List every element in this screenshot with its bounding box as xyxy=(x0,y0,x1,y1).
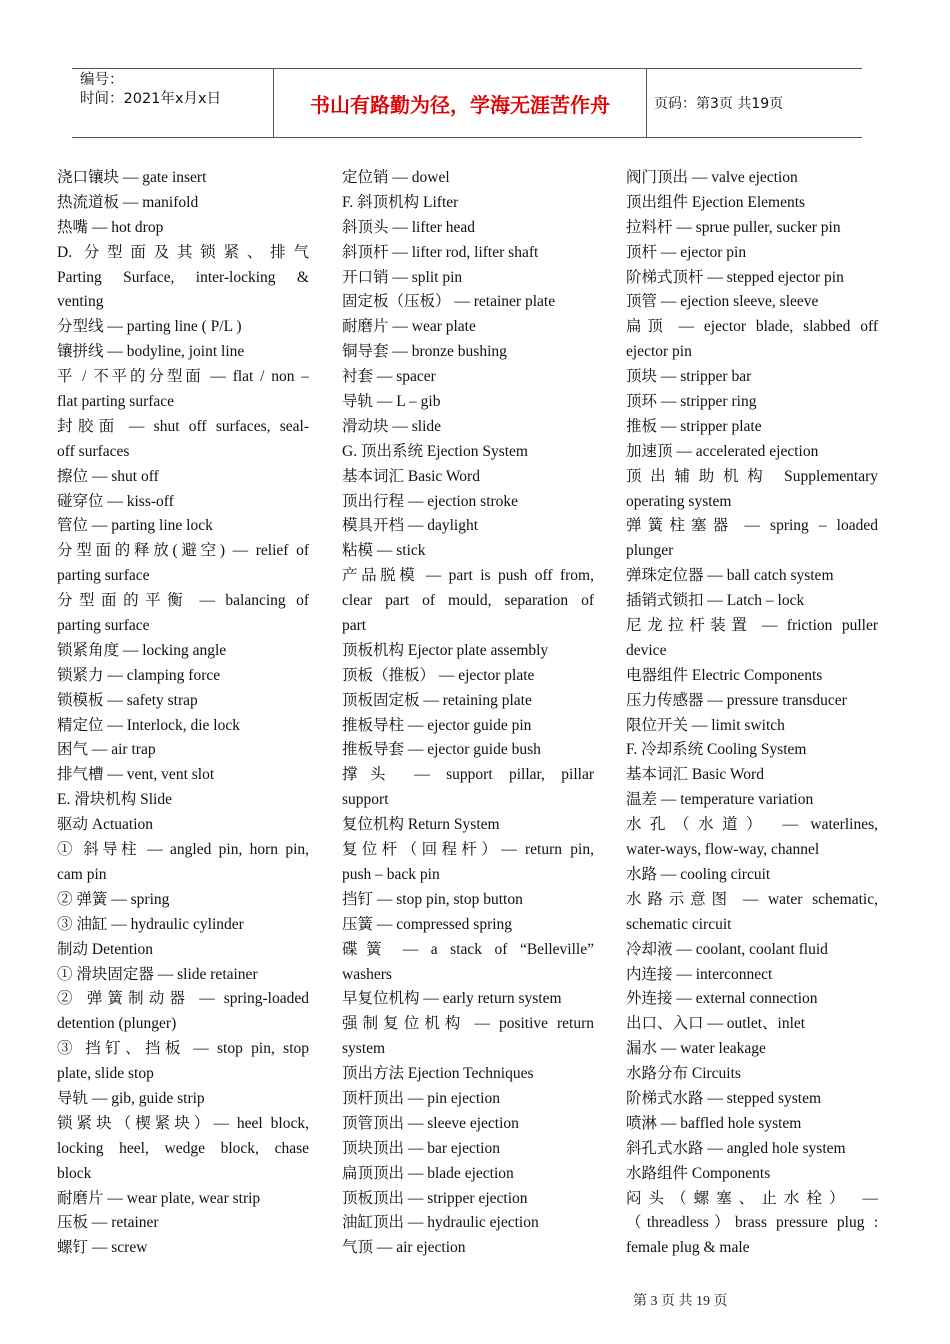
glossary-line: 擦位 — shut off xyxy=(57,467,159,485)
glossary-line: ① 斜导柱 — angled pin, horn pin, xyxy=(57,841,309,859)
glossary-line: clear part of mould, separation of xyxy=(342,592,594,610)
glossary-line: 顶出方法 Ejection Techniques xyxy=(342,1065,534,1083)
glossary-column-1 xyxy=(57,166,309,1261)
glossary-line: 顶板顶出 — stripper ejection xyxy=(342,1189,528,1207)
glossary-line: 水路示意图 — water schematic, xyxy=(626,890,878,908)
glossary-line: 分型面的释放(避空) — relief of xyxy=(57,542,309,560)
glossary-line: 温差 — temperature variation xyxy=(626,791,814,809)
number-label: 编号： xyxy=(80,72,124,88)
glossary-line: 阶梯式顶杆 — stepped ejector pin xyxy=(626,268,844,286)
glossary-line: F. 斜顶机构 Lifter xyxy=(342,193,459,211)
glossary-line: 弹珠定位器 — ball catch system xyxy=(626,567,834,585)
glossary-line: 斜孔式水路 — angled hole system xyxy=(626,1139,846,1157)
glossary-line: 顶杆顶出 — pin ejection xyxy=(342,1089,500,1107)
glossary-line: ① 滑块固定器 — slide retainer xyxy=(57,965,258,983)
glossary-line: 顶出行程 — ejection stroke xyxy=(342,492,519,510)
glossary-line: 产品脱模 — part is push off from, xyxy=(342,567,594,585)
glossary-line: 封胶面 — shut off surfaces, seal- xyxy=(57,417,309,435)
glossary-line: washers xyxy=(342,965,392,983)
glossary-line: 导轨 — L – gib xyxy=(342,393,441,411)
footer-page-number: 第 3 页 共 19 页 xyxy=(633,1294,728,1309)
glossary-line: 复位机构 Return System xyxy=(342,816,500,834)
glossary-line: 基本词汇 Basic Word xyxy=(342,467,480,485)
glossary-line: 斜顶杆 — lifter rod, lifter shaft xyxy=(342,243,539,261)
page-footer xyxy=(0,1290,950,1310)
glossary-line: 耐磨片 — wear plate xyxy=(342,318,476,336)
glossary-line: 撑头 — support pillar, pillar xyxy=(342,766,594,784)
glossary-line: 平 / 不平的分型面 — flat / non – xyxy=(57,368,309,386)
header-divider xyxy=(646,69,647,137)
glossary-line: 顶杆 — ejector pin xyxy=(626,243,747,261)
glossary-line: 水孔（水道） — waterlines, xyxy=(626,816,878,834)
glossary-line: schematic circuit xyxy=(626,915,732,933)
glossary-line: 导轨 — gib, guide strip xyxy=(57,1089,205,1107)
glossary-line: 弹簧柱塞器 — spring – loaded xyxy=(626,517,878,535)
glossary-line: 顶管 — ejection sleeve, sleeve xyxy=(626,293,819,311)
glossary-line: ejector pin xyxy=(626,343,692,361)
glossary-line: ③ 挡钉、挡板 — stop pin, stop xyxy=(57,1040,309,1058)
glossary-line: parting surface xyxy=(57,567,150,585)
glossary-line: 水路分布 Circuits xyxy=(626,1065,741,1083)
glossary-line: 加速顶 — accelerated ejection xyxy=(626,442,819,460)
glossary-line: 热嘴 — hot drop xyxy=(57,218,164,236)
glossary-line: 外连接 — external connection xyxy=(626,990,818,1008)
glossary-line: 碰穿位 — kiss-off xyxy=(57,492,174,510)
glossary-line: 锁模板 — safety strap xyxy=(57,691,198,709)
header-page-info: 页码：第3页 共19页 xyxy=(654,96,784,112)
glossary-line: 闷头（螺塞、止水栓） — xyxy=(626,1189,878,1207)
glossary-line: 顶块 — stripper bar xyxy=(626,368,752,386)
glossary-line: 热流道板 — manifold xyxy=(57,193,199,211)
glossary-line: 出口、入口 — outlet、inlet xyxy=(626,1015,806,1033)
glossary-line: 挡钉 — stop pin, stop button xyxy=(342,890,523,908)
glossary-line: D. 分型面及其锁紧、排气 xyxy=(57,243,309,261)
glossary-line: G. 顶出系统 Ejection System xyxy=(342,442,528,460)
glossary-line: 锁紧力 — clamping force xyxy=(57,666,221,684)
glossary-line: 限位开关 — limit switch xyxy=(626,716,785,734)
glossary-line: 顶出组件 Ejection Elements xyxy=(626,193,806,211)
header-meta xyxy=(80,71,275,109)
glossary-line: Parting Surface, inter-locking & xyxy=(57,268,309,286)
glossary-line: 模具开档 — daylight xyxy=(342,517,479,535)
glossary-line: flat parting surface xyxy=(57,393,175,411)
glossary-line: 尼龙拉杆装置 — friction puller xyxy=(626,617,878,635)
glossary-line: 镶拼线 — bodyline, joint line xyxy=(57,343,245,361)
glossary-line: F. 冷却系统 Cooling System xyxy=(626,741,807,759)
glossary-line: 油缸顶出 — hydraulic ejection xyxy=(342,1214,539,1232)
glossary-line: 开口销 — split pin xyxy=(342,268,463,286)
glossary-line: 螺钉 — screw xyxy=(57,1239,148,1257)
glossary-line: 插销式锁扣 — Latch – lock xyxy=(626,592,805,610)
glossary-line: detention (plunger) xyxy=(57,1015,177,1033)
time-label: 时间：2021年x月x日 xyxy=(80,91,222,107)
glossary-line: push – back pin xyxy=(342,865,440,883)
glossary-line: 喷淋 — baffled hole system xyxy=(626,1114,802,1132)
glossary-line: 精定位 — Interlock, die lock xyxy=(57,716,240,734)
glossary-line: 拉料杆 — sprue puller, sucker pin xyxy=(626,218,841,236)
glossary-line: operating system xyxy=(626,492,732,510)
glossary-column-2 xyxy=(342,166,594,1261)
glossary-line: 水路组件 Components xyxy=(626,1164,771,1182)
glossary-line: 分型面的平衡 — balancing of xyxy=(57,592,309,610)
glossary-line: 衬套 — spacer xyxy=(342,368,436,386)
glossary-line: 锁紧角度 — locking angle xyxy=(57,641,227,659)
glossary-line: water-ways, flow-way, channel xyxy=(626,841,820,859)
glossary-line: off surfaces xyxy=(57,442,130,460)
glossary-column-3 xyxy=(626,166,878,1261)
glossary-line: part xyxy=(342,617,367,635)
glossary-line: 铜导套 — bronze bushing xyxy=(342,343,507,361)
glossary-line: （threadless）brass pressure plug : xyxy=(626,1214,878,1232)
glossary-line: 压板 — retainer xyxy=(57,1214,159,1232)
glossary-line: ② 弹簧制动器 — spring-loaded xyxy=(57,990,309,1008)
glossary-line: 电器组件 Electric Components xyxy=(626,666,823,684)
glossary-line: 斜顶头 — lifter head xyxy=(342,218,476,236)
glossary-line: 顶出辅助机构 Supplementary xyxy=(626,467,878,485)
glossary-line: 粘模 — stick xyxy=(342,542,426,560)
glossary-line: venting xyxy=(57,293,104,311)
glossary-line: 扁顶顶出 — blade ejection xyxy=(342,1164,514,1182)
glossary-line: 漏水 — water leakage xyxy=(626,1040,766,1058)
glossary-line: 推板导柱 — ejector guide pin xyxy=(342,716,532,734)
header-motto: 书山有路勤为径，学海无涯苦作舟 xyxy=(310,92,610,117)
glossary-line: 锁紧块（楔紧块）— heel block, xyxy=(57,1114,309,1132)
glossary-line: support xyxy=(342,791,389,809)
glossary-line: female plug & male xyxy=(626,1239,750,1257)
glossary-line: 固定板（压板） — retainer plate xyxy=(342,293,556,311)
glossary-line: 制动 Detention xyxy=(57,940,153,958)
glossary-line: 顶板机构 Ejector plate assembly xyxy=(342,641,549,659)
glossary-line: parting surface xyxy=(57,617,150,635)
glossary-line: 顶环 — stripper ring xyxy=(626,393,757,411)
glossary-line: 压力传感器 — pressure transducer xyxy=(626,691,847,709)
page-header xyxy=(72,68,862,138)
glossary-line: ③ 油缸 — hydraulic cylinder xyxy=(57,915,244,933)
glossary-line: E. 滑块机构 Slide xyxy=(57,791,172,809)
glossary-line: 耐磨片 — wear plate, wear strip xyxy=(57,1189,261,1207)
glossary-line: 驱动 Actuation xyxy=(57,816,153,834)
glossary-line: locking heel, wedge block, chase xyxy=(57,1139,309,1157)
glossary-line: 浇口镶块 — gate insert xyxy=(57,169,207,186)
glossary-line: 困气 — air trap xyxy=(57,741,156,759)
glossary-line: 管位 — parting line lock xyxy=(57,517,213,535)
glossary-line: block xyxy=(57,1164,92,1182)
glossary-line: cam pin xyxy=(57,865,107,883)
glossary-line: plate, slide stop xyxy=(57,1065,154,1083)
glossary-line: 压簧 — compressed spring xyxy=(342,915,513,933)
glossary-line: 基本词汇 Basic Word xyxy=(626,766,764,784)
glossary-line: 定位销 — dowel xyxy=(342,169,450,186)
glossary-line: 内连接 — interconnect xyxy=(626,965,773,983)
glossary-line: 滑动块 — slide xyxy=(342,417,442,435)
glossary-line: 阶梯式水路 — stepped system xyxy=(626,1089,822,1107)
glossary-line: ② 弹簧 — spring xyxy=(57,890,170,908)
glossary-line: 水路 — cooling circuit xyxy=(626,865,771,883)
glossary-line: 排气槽 — vent, vent slot xyxy=(57,766,215,784)
glossary-line: 顶板（推板） — ejector plate xyxy=(342,666,535,684)
glossary-line: 碟簧 — a stack of “Belleville” xyxy=(342,940,594,958)
glossary-line: 冷却液 — coolant, coolant fluid xyxy=(626,940,828,958)
glossary-line: plunger xyxy=(626,542,674,560)
glossary-line: 阀门顶出 — valve ejection xyxy=(626,169,798,186)
glossary-line: system xyxy=(342,1040,386,1058)
glossary-line: 强制复位机构 — positive return xyxy=(342,1015,594,1033)
glossary-line: device xyxy=(626,641,667,659)
glossary-line: 早复位机构 — early return system xyxy=(342,990,562,1008)
glossary-line: 推板导套 — ejector guide bush xyxy=(342,741,541,759)
glossary-line: 复位杆（回程杆）— return pin, xyxy=(342,841,594,859)
glossary-line: 推板 — stripper plate xyxy=(626,417,762,435)
glossary-line: 顶板固定板 — retaining plate xyxy=(342,691,532,709)
glossary-line: 气顶 — air ejection xyxy=(342,1239,466,1257)
glossary-line: 扁顶 — ejector blade, slabbed off xyxy=(626,318,878,336)
glossary-line: 顶管顶出 — sleeve ejection xyxy=(342,1114,519,1132)
glossary-line: 分型线 — parting line ( P/L ) xyxy=(57,318,242,336)
glossary-line: 顶块顶出 — bar ejection xyxy=(342,1139,500,1157)
